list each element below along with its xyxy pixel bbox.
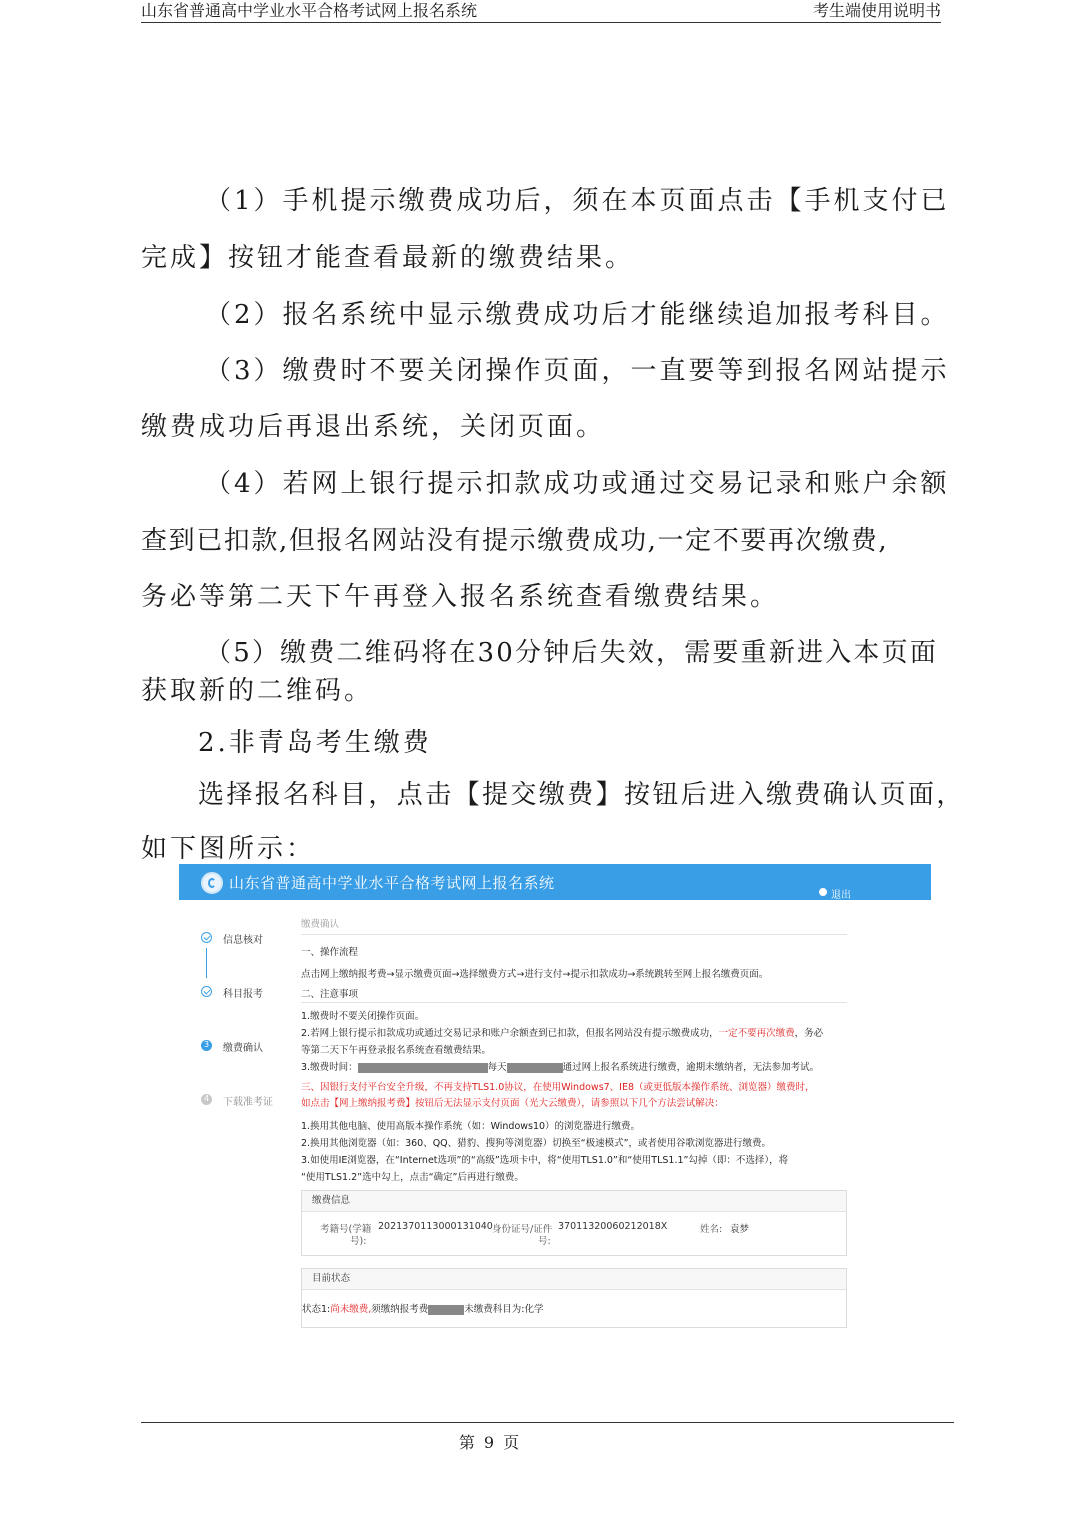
- exam-no-label-2: 号):: [350, 1236, 367, 1247]
- system-title: 山东省普通高中学业水平合格考试网上报名系统: [229, 874, 555, 892]
- method-3: 3.如使用IE浏览器，在“Internet选项”的“高级”选项卡中，将“使用TLS1.0”和“使用TLS1.1”勾掉（即：不选择），将: [301, 1155, 789, 1166]
- status-line: 状态1:尚未缴费,须缴纳报考费 未缴费科目为:化学: [302, 1304, 544, 1315]
- paragraph-3-line-2: 缴费成功后再退出系统，关闭页面。: [141, 412, 606, 442]
- note-2-warning: 一定不要再次缴费: [718, 1028, 795, 1039]
- check-circle-icon: [201, 986, 212, 997]
- flow-title: 一、操作流程: [301, 947, 359, 958]
- step-connector: [206, 948, 207, 978]
- header-system-name: 山东省普通高中学业水平合格考试网上报名系统: [141, 1, 478, 20]
- step-number-icon: 3: [201, 1040, 212, 1051]
- logout-icon[interactable]: [819, 888, 827, 896]
- method-1: 1.换用其他电脑、使用高版本操作系统（如：Windows10）的浏览器进行缴费。: [301, 1121, 641, 1132]
- id-label-2: 号:: [538, 1236, 551, 1247]
- exam-no-value: 2021370113000131040: [378, 1221, 493, 1232]
- step-number-icon: 4: [201, 1094, 212, 1105]
- redacted-block: [428, 1305, 464, 1315]
- tls-warning-line-2: 如点击【网上缴纳报考费】按钮后无法显示支付页面（光大云缴费），请参照以下几个方法尝试解决：: [301, 1098, 724, 1109]
- exam-no-label: 考籍号(学籍: [320, 1224, 372, 1235]
- id-label: 身份证号/证件: [492, 1224, 553, 1235]
- system-top-bar: [179, 864, 931, 900]
- paragraph-6-line-1: 选择报名科目，点击【提交缴费】按钮后进入缴费确认页面，: [198, 780, 965, 810]
- paragraph-2: （2）报名系统中显示缴费成功后才能继续追加报考科目。: [205, 300, 950, 330]
- divider: [301, 934, 847, 935]
- paragraph-3-line-1: （3）缴费时不要关闭操作页面，一直要等到报名网站提示: [205, 356, 950, 386]
- payment-confirm-screenshot: 山东省普通高中学业水平合格考试网上报名系统 退出 信息核对 科目报考 3 缴费确认 4 下载准考证 缴费确认 一、操作流程 点击网上缴纳报考费→显示缴费页面→选择缴费方式→进行支付→提示扣款成功→系统跳转至网上报名缴费页面。 二、注意事项 1.缴费时不要关闭操作页面。 2.若网上银行提示扣款成功或通过交易记录和账户余额查到已扣款，但报名网站没有提示缴费成功，一定不要再次缴费，务必 等第二天下午再登录报名系统查看缴费结果。 3.缴费时间： 每天 通过网上报名系统进行缴费，逾期未缴纳者，无法参加考试。 三、因银行支付平台安全升级，不再支持TLS1.0协议，在使用Windows7、IE8（或更低版本操作系统、浏览器）缴费时， 如点击【网上缴纳报考费】按钮后无法显示支付页面（光大云缴费），请参照以下几个方法尝试解决： 1.换用其他电脑、使用高版本操作系统（如：Windows10）的浏览器进行缴费。 2.换用其他浏览器（如：360、QQ、猎豹、搜狗等浏览器）切换至“极速模式”，或者使用谷歌浏览器进行缴费。 3.如使用IE浏览器，在“Internet选项”的“高级”选项卡中，将“使用TLS1.0”和“使用TLS1.1”勾掉（即：不选择），将 “使用TLS1.2”选中勾上，点击“确定”后再进行缴费。 缴费信息 考籍号(学籍 号): 2021370113000131040 身份证号/证件 号: 37011320060212018X 姓名: 袁梦 目前状态 状态1:尚未缴费,须缴纳报考费 未缴费科目为:化学: [179, 864, 931, 1334]
- name-value: 袁梦: [730, 1224, 750, 1235]
- paragraph-5-line-1: （5）缴费二维码将在30分钟后失效，需要重新进入本页面: [205, 638, 939, 668]
- system-logo-icon: [201, 872, 223, 894]
- tls-warning-line-1: 三、因银行支付平台安全升级，不再支持TLS1.0协议，在使用Windows7、IE8（或更低版本操作系统、浏览器）缴费时，: [301, 1082, 815, 1093]
- check-circle-icon: [201, 932, 212, 943]
- logout-link[interactable]: 退出: [831, 890, 851, 901]
- note-2: 2.若网上银行提示扣款成功或通过交易记录和账户余额查到已扣款，但报名网站没有提示缴费成功，一定不要再次缴费，务必: [301, 1028, 824, 1039]
- current-status-panel: [301, 1268, 847, 1328]
- paragraph-6-line-2: 如下图所示：: [141, 834, 316, 864]
- paragraph-4-line-1: （4）若网上银行提示扣款成功或通过交易记录和账户余额: [205, 469, 950, 499]
- redacted-block: [358, 1063, 488, 1073]
- note-1: 1.缴费时不要关闭操作页面。: [301, 1011, 425, 1022]
- paragraph-5-line-2: 获取新的二维码。: [141, 676, 374, 706]
- redacted-block: [507, 1063, 563, 1073]
- header-manual-name: 考生端使用说明书: [812, 1, 941, 20]
- notes-title: 二、注意事项: [301, 989, 359, 1000]
- payment-info-title: 缴费信息: [302, 1191, 846, 1212]
- paragraph-4-line-3: 务必等第二天下午再登入报名系统查看缴费结果。: [141, 582, 780, 612]
- note-3: 3.缴费时间： 每天 通过网上报名系统进行缴费，逾期未缴纳者，无法参加考试。: [301, 1062, 820, 1073]
- paragraph-1-line-1: （1）手机提示缴费成功后，须在本页面点击【手机支付已: [205, 186, 950, 216]
- paragraph-4-line-2: 查到已扣款,但报名网站没有提示缴费成功,一定不要再次缴费,: [141, 526, 889, 556]
- payment-info-panel: [301, 1190, 847, 1256]
- breadcrumb: 缴费确认: [301, 919, 340, 930]
- section-heading: 2.非青岛考生缴费: [198, 728, 432, 758]
- current-status-title: 目前状态: [302, 1269, 846, 1290]
- page-header: [141, 0, 941, 23]
- status-unpaid: 尚未缴费,: [330, 1304, 372, 1315]
- flow-text: 点击网上缴纳报考费→显示缴费页面→选择缴费方式→进行支付→提示扣款成功→系统跳转至网上报名缴费页面。: [301, 969, 769, 980]
- footer-rule: [141, 1422, 954, 1423]
- note-2-cont: 等第二天下午再登录报名系统查看缴费结果。: [301, 1045, 492, 1056]
- page-number: 第 9 页: [458, 1433, 522, 1452]
- paragraph-1-line-2: 完成】按钮才能查看最新的缴费结果。: [141, 243, 635, 273]
- method-2: 2.换用其他浏览器（如：360、QQ、猎豹、搜狗等浏览器）切换至“极速模式”，或者使用谷歌浏览器进行缴费。: [301, 1138, 771, 1149]
- method-3-cont: “使用TLS1.2”选中勾上，点击“确定”后再进行缴费。: [301, 1172, 524, 1183]
- divider: [301, 1002, 847, 1003]
- id-value: 37011320060212018X: [558, 1221, 668, 1232]
- name-label: 姓名:: [700, 1224, 723, 1235]
